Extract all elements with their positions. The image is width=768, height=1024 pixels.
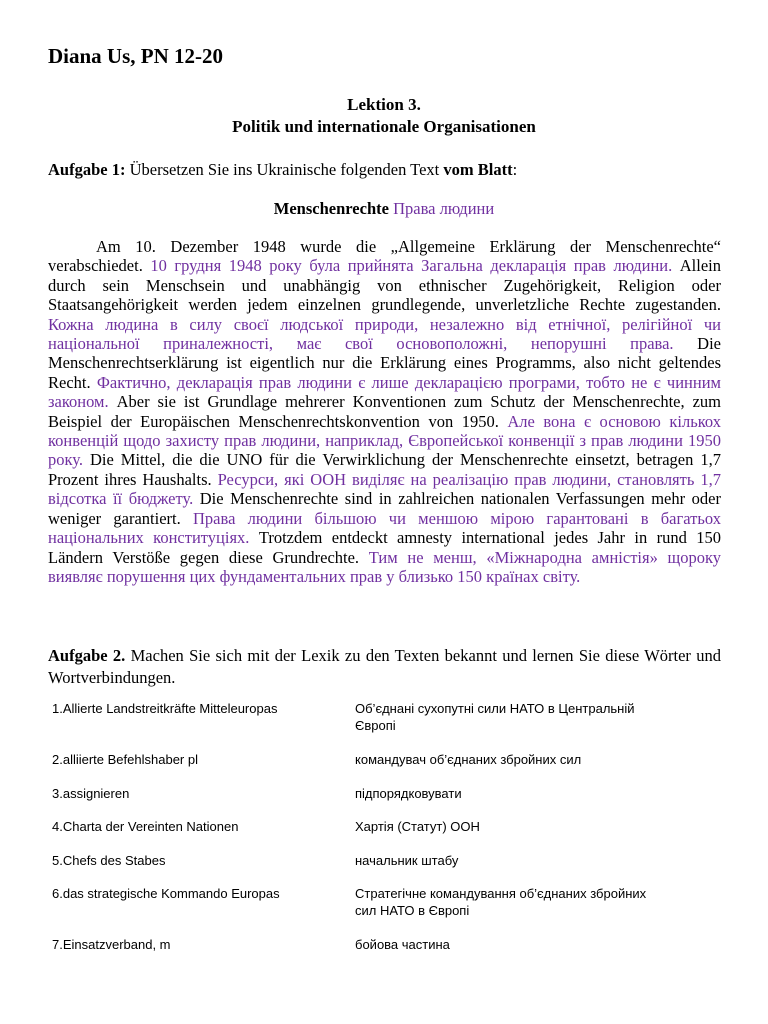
text-title-de: Menschenrechte <box>273 199 389 218</box>
sentence-ua: Фактично, декларація прав людини є лише декларацією програми, тобто не є чинним законом. <box>48 372 721 412</box>
vocab-term-ua: Стратегічне командування об’єднаних збройних сил НАТО в Європі <box>355 886 647 918</box>
text-title <box>0 199 768 219</box>
vocab-term-ua: начальник штабу <box>355 853 459 868</box>
task2-instruction <box>48 645 721 689</box>
task2-text: Machen Sie sich mit der Lexik zu den Texten bekannt und lernen Sie diese Wörter und Wortverbindungen. <box>48 646 721 687</box>
task1-text: Übersetzen Sie ins Ukrainische folgenden Text <box>125 160 444 179</box>
lesson-number: Lektion 3. <box>347 95 421 114</box>
sentence-de: Trotzdem entdeckt amnesty international jedes Jahr in rund 150 Ländern Verstöße gegen diese Grundrechte. <box>48 528 722 567</box>
sentence-de: Die Mittel, die die UNO für die Verwirklichung der Menschenrechte einsetzt, betragen 1,7 Prozent ihres Haushalts. <box>48 450 721 489</box>
task2-label: Aufgabe 2. <box>48 646 126 665</box>
vocab-term-ua: Хартія (Статут) ООН <box>355 819 480 834</box>
sentence-de: Aber sie ist Grundlage mehrerer Konventionen zum Schutz der Menschenrechte, zum Beispiel der Europäischen Menschenrechtskonvention von 1950. <box>48 392 722 431</box>
sentence-ua: Права людини більшою чи меншою мірою гарантовані в багатьох національних конституціях. <box>48 508 721 548</box>
sentence-ua: Тим не менш, «Міжнародна амністія» щороку виявляє порушення цих фундаментальних прав у близько 150 країнах світу. <box>48 547 722 586</box>
lesson-title: Politik und internationale Organisationen <box>232 117 536 136</box>
task1-label: Aufgabe 1: <box>48 160 126 179</box>
vocab-term-de: 1.Allierte Landstreitkräfte Mitteleuropas <box>52 701 278 716</box>
task1-bold-tail: vom Blatt <box>443 160 513 179</box>
bilingual-paragraph <box>48 237 721 586</box>
sentence-de: Allein durch sein Menschsein und unabhängig von ethnischer Zugehörigkeit, Religion oder Staatsangehörigkeit werden jedem einzelnen grundlegende, unverletzliche Rechte zugestanden. <box>48 256 722 315</box>
sentence-ua: Ресурси, які ООН виділяє на реалізацію прав людини, становлять 1,7 відсотка її бюджету. <box>48 469 721 509</box>
task1-instruction <box>48 160 517 180</box>
sentence-de: Am 10. Dezember 1948 wurde die „Allgemeine Erklärung der Menschenrechte“ verabschiedet. <box>48 237 721 276</box>
vocab-term-ua: підпорядковувати <box>355 786 462 801</box>
vocab-term-de: 6.das strategische Kommando Europas <box>52 886 280 901</box>
vocab-term-ua: Об’єднані сухопутні сили НАТО в Центральній Європі <box>355 701 635 733</box>
author-name: Diana Us, PN 12-20 <box>48 44 224 68</box>
vocab-term-de: 4.Charta der Vereinten Nationen <box>52 819 239 834</box>
vocab-term-de: 2.alliierte Befehlshaber pl <box>52 752 198 767</box>
sentence-ua: Кожна людина в силу своєї людської природи, незалежно від етнічної, релігійної чи національної приналежності, має свої основоположні, непорушні права. <box>48 314 721 354</box>
sentence-ua: 10 грудня 1948 року була прийнята Загальна декларація прав людини. <box>150 256 680 276</box>
vocab-term-ua: бойова частина <box>355 937 450 952</box>
sentence-de: Die Menschenrechte sind in zahlreichen nationalen Verfassungen mehr oder weniger garantiert. <box>48 489 721 528</box>
vocab-term-ua: командувач об’єднаних збройних сил <box>355 752 582 767</box>
sentence-ua: Але вона є основою кількох конвенцій щодо захисту прав людини, наприклад, Європейської конвенції з прав людини 1950 року. <box>48 411 721 470</box>
vocab-term-de: 5.Chefs des Stabes <box>52 853 166 868</box>
vocab-term-de: 3.assignieren <box>52 786 130 801</box>
vocab-term-de: 7.Einsatzverband, m <box>52 937 171 952</box>
sentence-de: Die Menschenrechtserklärung ist eigentlich nur die Erklärung eines Programms, also nicht geltendes Recht. <box>48 334 721 392</box>
text-title-ua: Права людини <box>393 199 495 218</box>
task1-colon: : <box>512 160 518 179</box>
